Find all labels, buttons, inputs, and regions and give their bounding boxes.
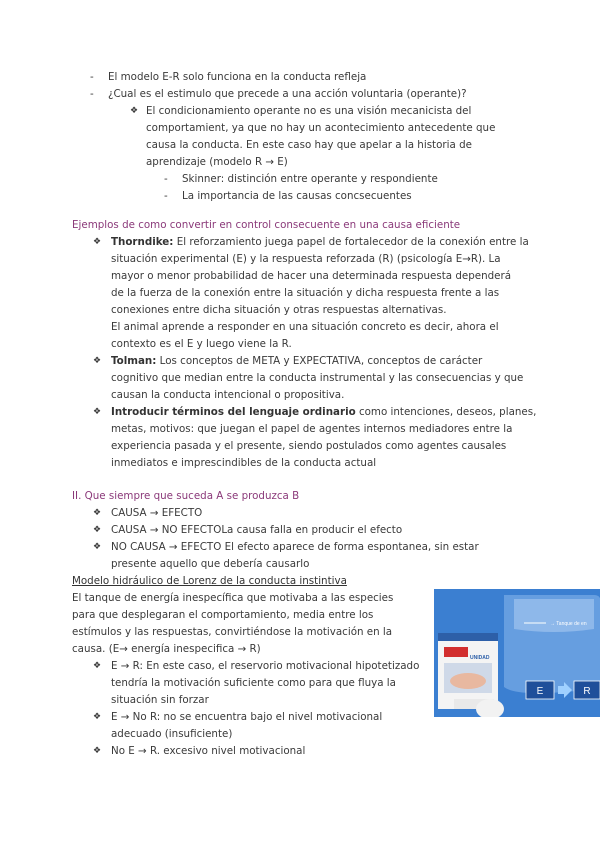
intro-line: causa. (E→ energía inespecifica → R): [72, 643, 261, 655]
lorenz-item-line: tendría la motivación suficiente como para que fluya la: [111, 677, 396, 689]
introducir-line: inmediatos e imprescindibles de la conducta actual: [111, 457, 377, 469]
figure-arrow-label: → Tanque de en: [550, 621, 587, 627]
lorenz-item-line: situación sin forzar: [111, 694, 209, 706]
dash-item-text: El modelo E-R solo funciona en la conducta refleja: [108, 71, 367, 83]
diamond-bullet-icon: ❖: [93, 746, 102, 756]
lorenz-item-line: adecuado (insuficiente): [111, 728, 233, 740]
diamond-bullet-icon: ❖: [93, 356, 102, 366]
sub-item-line: aprendizaje (modelo R → E): [146, 156, 288, 168]
sub-item-line: causa la conducta. En este caso hay que apelar a la historia de: [146, 139, 472, 151]
introducir-line: metas, motivos: que juegan el papel de agentes internos mediadores entre la: [111, 423, 513, 435]
thorndike-line: mayor o menor probabilidad de hacer una determinada respuesta dependerá: [111, 270, 512, 282]
intro-line: estímulos y las respuestas, convirtiéndose la motivación en la: [72, 626, 393, 638]
thorndike-line: de la fuerza de la conexión entre la situación y dicha respuesta frente a las: [111, 287, 500, 299]
lorenz-model-figure: [434, 589, 600, 717]
section-heading: Modelo hidráulico de Lorenz de la conducta instintiva: [72, 575, 347, 587]
lorenz-item-line: E → R: En este caso, el reservorio motivacional hipotetizado: [111, 660, 420, 672]
introducir-label: Introducir términos del lenguaje ordinario: [111, 406, 356, 418]
tolman-label: Tolman:: [111, 355, 157, 367]
diamond-bullet-icon: ❖: [93, 712, 102, 722]
introducir-item: [111, 404, 536, 421]
section-heading: II. Que siempre que suceda A se produzca B: [72, 490, 300, 502]
dash-bullet: -: [90, 71, 94, 83]
tolman-line: causan la conducta intencional o propositiva.: [111, 389, 345, 401]
dash-bullet: -: [164, 190, 168, 202]
figure-e-label: E: [536, 686, 544, 697]
thorndike-line: El animal aprende a responder en una situación concreto es decir, ahora el: [111, 321, 499, 333]
list-item: NO CAUSA → EFECTO El efecto aparece de forma espontanea, sin estar: [111, 541, 479, 553]
thorndike-line: conexiones entre dicha situación y otras respuestas alternativas.: [111, 304, 447, 316]
dash-bullet: -: [164, 173, 168, 185]
introducir-line: experiencia pasada y el presente, siendo postulados como agentes causales: [111, 440, 507, 452]
lorenz-item-line: E → No R: no se encuentra bajo el nivel motivacional: [111, 711, 383, 723]
tolman-line: cognitivo que median entre la conducta instrumental y las consecuencias y que: [111, 372, 524, 384]
diamond-bullet-icon: ❖: [93, 661, 102, 671]
lorenz-item-line: No E → R. excesivo nivel motivacional: [111, 745, 306, 757]
sub-dash-item: La importancia de las causas concsecuentes: [182, 190, 412, 202]
intro-line: El tanque de energía inespecífica que motivaba a las especies: [72, 592, 394, 604]
section-heading: Ejemplos de como convertir en control consecuente en una causa eficiente: [72, 219, 461, 231]
intro-line: para que desplegaran el comportamiento, media entre los: [72, 609, 374, 621]
lorenz-model-illustration: [434, 589, 600, 717]
diamond-bullet-icon: ❖: [93, 407, 102, 417]
list-item: CAUSA → NO EFECTOLa causa falla en producir el efecto: [111, 524, 403, 536]
list-item-continuation: presente aquello que debería causarlo: [111, 558, 310, 570]
tolman-item: [111, 353, 482, 370]
diamond-bullet-icon: ❖: [93, 237, 102, 247]
introducir-first-line: como intenciones, deseos, planes,: [358, 406, 537, 418]
thorndike-line: contexto es el E y luego viene la R.: [111, 338, 292, 350]
dash-item-text: ¿Cual es el estimulo que precede a una acción voluntaria (operante)?: [108, 88, 467, 100]
thorndike-first-line: El reforzamiento juega papel de fortalecedor de la conexión entre la: [176, 236, 529, 248]
sub-item-line: El condicionamiento operante no es una visión mecanicista del: [146, 105, 472, 117]
thorndike-line: situación experimental (E) y la respuesta reforzada (R) (psicología E→R). La: [111, 253, 501, 265]
sub-item-line: comportamient, ya que no hay un acontecimiento antecedente que: [146, 122, 496, 134]
thorndike-item: [111, 234, 529, 251]
figure-r-label: R: [583, 686, 591, 697]
diamond-bullet-icon: ❖: [93, 542, 102, 552]
list-item: CAUSA → EFECTO: [111, 507, 203, 519]
diamond-bullet-icon: ❖: [93, 525, 102, 535]
sub-dash-item: Skinner: distinción entre operante y respondiente: [182, 173, 438, 185]
diamond-bullet-icon: ❖: [130, 106, 139, 116]
figure-book-label: UNIDAD: [470, 655, 490, 661]
thorndike-label: Thorndike:: [111, 236, 174, 248]
diamond-bullet-icon: ❖: [93, 508, 102, 518]
tolman-first-line: Los conceptos de META y EXPECTATIVA, conceptos de carácter: [159, 355, 483, 367]
dash-bullet: -: [90, 88, 94, 100]
